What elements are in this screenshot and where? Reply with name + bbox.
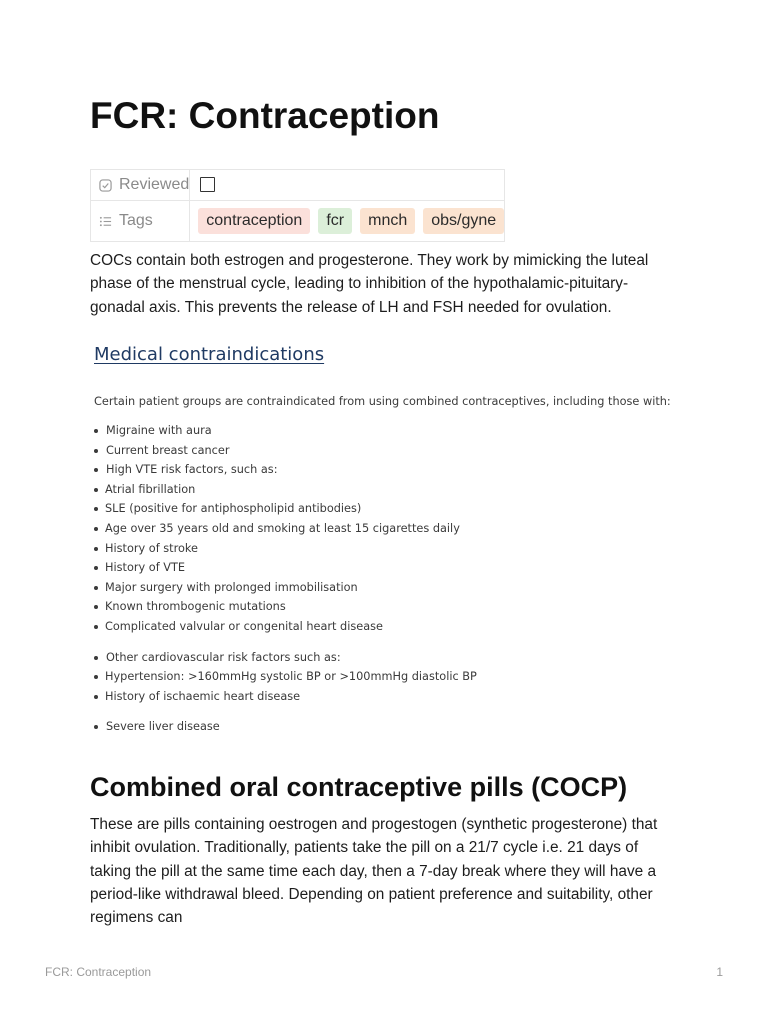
list-item: Migraine with aura — [94, 421, 694, 441]
list-item: Hypertension: >160mmHg systolic BP or >100mmHg diastolic BP — [94, 667, 694, 687]
intro-paragraph: COCs contain both estrogen and progesterone. They work by mimicking the luteal phase of the menstrual cycle, leading to inhibition of the hypothalamic-pituitary-gonadal axis. This prevents the release of LH and FSH needed for ovulation. — [90, 252, 649, 316]
list-item: Known thrombogenic mutations — [94, 597, 694, 617]
reviewed-checkbox[interactable] — [200, 177, 215, 192]
tag-mnch[interactable]: mnch — [360, 208, 415, 234]
tag-contraception[interactable]: contraception — [198, 208, 310, 234]
cocp-paragraph: These are pills containing oestrogen and progestogen (synthetic progesterone) that inhibit ovulation. Traditionally, patients take the pill on a 21/7 cycle i.e. 21 days of taking the pill at the same time each day, then a 7-day break where they will have a period-like withdrawal bleed. Depending on patient preference and suitability, other regimens can — [90, 816, 658, 927]
page-title: FCR: Contraception — [90, 95, 440, 136]
tag-fcr[interactable]: fcr — [318, 208, 352, 234]
reviewed-label: Reviewed — [119, 176, 190, 193]
list-item: Complicated valvular or congenital heart disease — [94, 617, 694, 637]
list-item: Age over 35 years old and smoking at least 15 cigarettes daily — [94, 519, 694, 539]
list-item: High VTE risk factors, such as: — [94, 460, 694, 480]
list-item: Atrial fibrillation — [94, 480, 694, 500]
footer-title: FCR: Contraception — [45, 965, 152, 979]
list-item: History of VTE — [94, 558, 694, 578]
list-item: History of ischaemic heart disease — [94, 687, 694, 707]
tag-list — [190, 208, 504, 234]
section-heading-cocp: Combined oral contraceptive pills (COCP) — [90, 772, 628, 802]
embed-intro: Certain patient groups are contraindicated from using combined contraceptives, including those with: — [94, 395, 671, 408]
checkbox-property-icon — [99, 179, 112, 192]
properties-table — [90, 169, 505, 242]
tag-obs-gyne[interactable]: obs/gyne — [423, 208, 504, 234]
vte-risk-list — [94, 480, 694, 637]
cardio-risk-list — [94, 667, 694, 706]
list-item: Severe liver disease — [94, 717, 694, 737]
property-row-tags — [91, 201, 505, 242]
liver-list — [94, 717, 694, 737]
embedded-image-contraindications — [94, 343, 694, 737]
cardio-heading-list — [94, 648, 694, 668]
list-item: SLE (positive for antiphospholipid antibodies) — [94, 499, 694, 519]
list-item: Other cardiovascular risk factors such as: — [94, 648, 694, 668]
list-item: History of stroke — [94, 539, 694, 559]
property-row-reviewed — [91, 170, 505, 201]
contraindication-list — [94, 421, 694, 480]
list-item: Major surgery with prolonged immobilisation — [94, 578, 694, 598]
footer-page-number: 1 — [716, 965, 723, 979]
tags-label: Tags — [119, 212, 153, 229]
list-item: Current breast cancer — [94, 441, 694, 461]
list-property-icon — [99, 215, 112, 228]
embed-heading: Medical contraindications — [94, 344, 325, 365]
